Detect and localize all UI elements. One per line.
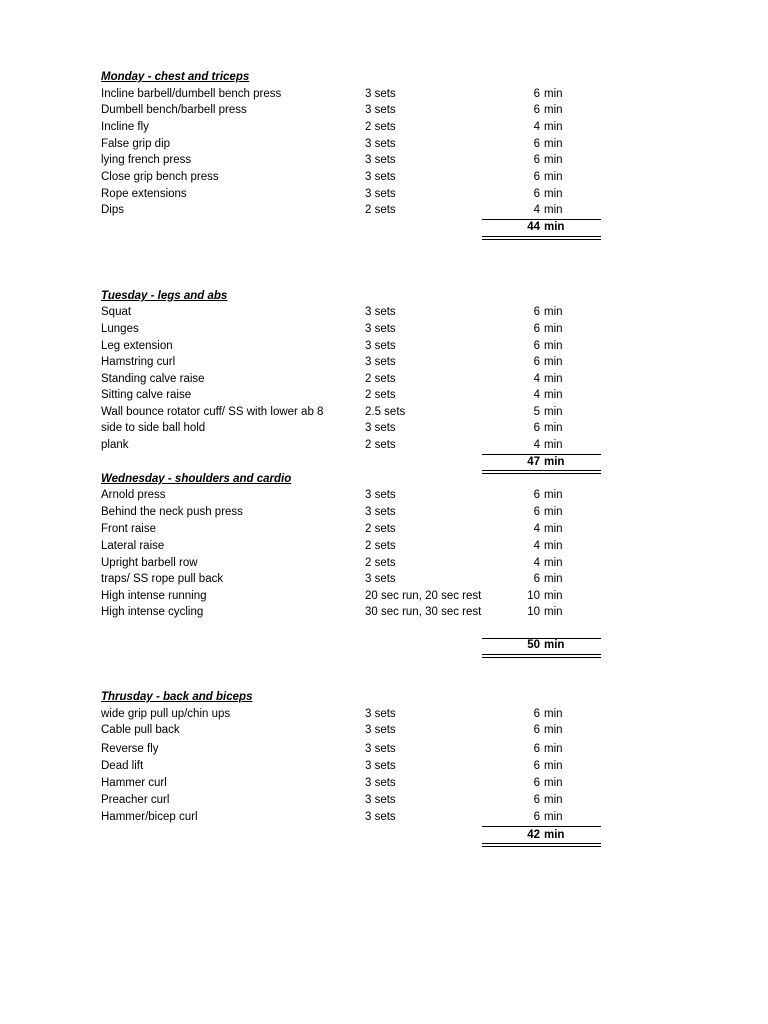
exercise-minutes: 6 <box>533 422 540 434</box>
exercise-row <box>0 420 768 436</box>
section-heading <box>0 471 768 487</box>
exercise-row <box>0 304 768 320</box>
exercise-unit: min <box>544 489 563 501</box>
exercise-name: Sitting calve raise <box>101 389 192 401</box>
exercise-minutes: 4 <box>533 523 540 535</box>
exercise-name: Dips <box>101 204 125 216</box>
exercise-sets: 2 sets <box>365 540 396 552</box>
exercise-name: Hamstring curl <box>101 356 176 368</box>
exercise-row <box>0 321 768 337</box>
exercise-minutes: 6 <box>533 573 540 585</box>
exercise-sets: 3 sets <box>365 506 396 518</box>
exercise-sets: 3 sets <box>365 422 396 434</box>
total-unit: min <box>544 221 565 233</box>
exercise-unit: min <box>544 590 563 602</box>
exercise-unit: min <box>544 104 563 116</box>
exercise-row <box>0 186 768 202</box>
exercise-minutes: 6 <box>533 794 540 806</box>
exercise-unit: min <box>544 606 563 618</box>
exercise-sets: 3 sets <box>365 573 396 585</box>
total-unit: min <box>544 829 565 841</box>
exercise-name: Lateral raise <box>101 540 165 552</box>
total-double-rule <box>482 843 601 847</box>
section-title: Tuesday - legs and abs <box>101 290 228 302</box>
section-total <box>0 827 768 843</box>
section-title: Wednesday - shoulders and cardio <box>101 473 292 485</box>
exercise-sets: 3 sets <box>365 171 396 183</box>
exercise-unit: min <box>544 422 563 434</box>
exercise-row <box>0 338 768 354</box>
exercise-sets: 30 sec run, 30 sec rest <box>365 606 482 618</box>
exercise-row <box>0 119 768 135</box>
exercise-name: side to side ball hold <box>101 422 206 434</box>
exercise-minutes: 6 <box>533 138 540 150</box>
exercise-minutes: 6 <box>533 811 540 823</box>
exercise-name: Incline barbell/dumbell bench press <box>101 88 282 100</box>
exercise-sets: 3 sets <box>365 306 396 318</box>
exercise-row <box>0 152 768 168</box>
exercise-sets: 3 sets <box>365 104 396 116</box>
exercise-row <box>0 792 768 808</box>
exercise-unit: min <box>544 121 563 133</box>
exercise-unit: min <box>544 323 563 335</box>
exercise-sets: 2 sets <box>365 389 396 401</box>
exercise-unit: min <box>544 88 563 100</box>
exercise-sets: 3 sets <box>365 188 396 200</box>
exercise-minutes: 6 <box>533 340 540 352</box>
exercise-row <box>0 555 768 571</box>
exercise-minutes: 6 <box>533 323 540 335</box>
exercise-row <box>0 775 768 791</box>
exercise-row <box>0 504 768 520</box>
exercise-sets: 3 sets <box>365 724 396 736</box>
exercise-unit: min <box>544 708 563 720</box>
exercise-name: Hammer curl <box>101 777 167 789</box>
section-title: Monday - chest and triceps <box>101 71 250 83</box>
exercise-name: Standing calve raise <box>101 373 205 385</box>
exercise-name: Wall bounce rotator cuff/ SS with lower ab 8 <box>101 406 324 418</box>
exercise-unit: min <box>544 389 563 401</box>
exercise-name: Arnold press <box>101 489 166 501</box>
exercise-minutes: 4 <box>533 557 540 569</box>
exercise-name: Hammer/bicep curl <box>101 811 198 823</box>
section-total <box>0 454 768 470</box>
exercise-sets: 2 sets <box>365 557 396 569</box>
exercise-minutes: 4 <box>533 540 540 552</box>
exercise-row <box>0 706 768 722</box>
exercise-name: Incline fly <box>101 121 149 133</box>
exercise-name: Dumbell bench/barbell press <box>101 104 247 116</box>
total-unit: min <box>544 456 565 468</box>
exercise-unit: min <box>544 138 563 150</box>
exercise-sets: 3 sets <box>365 138 396 150</box>
exercise-row <box>0 202 768 218</box>
exercise-unit: min <box>544 204 563 216</box>
exercise-name: High intense cycling <box>101 606 204 618</box>
exercise-sets: 2 sets <box>365 373 396 385</box>
exercise-row <box>0 809 768 825</box>
exercise-minutes: 4 <box>533 121 540 133</box>
exercise-row <box>0 521 768 537</box>
exercise-row <box>0 722 768 738</box>
exercise-unit: min <box>544 356 563 368</box>
exercise-unit: min <box>544 557 563 569</box>
section-title: Thrusday - back and biceps <box>101 691 253 703</box>
total-minutes: 44 <box>527 221 540 233</box>
total-minutes: 50 <box>527 639 540 651</box>
exercise-name: Leg extension <box>101 340 173 352</box>
exercise-minutes: 6 <box>533 154 540 166</box>
exercise-sets: 3 sets <box>365 154 396 166</box>
exercise-sets: 3 sets <box>365 794 396 806</box>
exercise-row <box>0 371 768 387</box>
exercise-name: Dead lift <box>101 760 144 772</box>
exercise-sets: 2 sets <box>365 204 396 216</box>
exercise-row <box>0 758 768 774</box>
exercise-sets: 3 sets <box>365 356 396 368</box>
section-heading <box>0 69 768 85</box>
exercise-sets: 3 sets <box>365 777 396 789</box>
exercise-name: Front raise <box>101 523 156 535</box>
exercise-sets: 2 sets <box>365 523 396 535</box>
exercise-sets: 3 sets <box>365 88 396 100</box>
exercise-unit: min <box>544 406 563 418</box>
exercise-row <box>0 136 768 152</box>
exercise-unit: min <box>544 188 563 200</box>
total-minutes: 42 <box>527 829 540 841</box>
exercise-minutes: 6 <box>533 104 540 116</box>
exercise-unit: min <box>544 439 563 451</box>
exercise-name: lying french press <box>101 154 192 166</box>
exercise-name: Squat <box>101 306 132 318</box>
section-heading <box>0 689 768 705</box>
section-total <box>0 637 768 653</box>
exercise-row <box>0 354 768 370</box>
exercise-row <box>0 102 768 118</box>
exercise-unit: min <box>544 573 563 585</box>
exercise-row <box>0 538 768 554</box>
exercise-unit: min <box>544 373 563 385</box>
exercise-unit: min <box>544 540 563 552</box>
exercise-sets: 2.5 sets <box>365 406 406 418</box>
exercise-row <box>0 741 768 757</box>
exercise-name: wide grip pull up/chin ups <box>101 708 231 720</box>
total-double-rule <box>482 236 601 240</box>
total-unit: min <box>544 639 565 651</box>
exercise-minutes: 6 <box>533 743 540 755</box>
exercise-sets: 3 sets <box>365 489 396 501</box>
exercise-minutes: 6 <box>533 489 540 501</box>
exercise-name: Behind the neck push press <box>101 506 243 518</box>
exercise-name: Rope extensions <box>101 188 187 200</box>
exercise-row <box>0 604 768 620</box>
exercise-sets: 3 sets <box>365 323 396 335</box>
exercise-unit: min <box>544 743 563 755</box>
exercise-minutes: 6 <box>533 708 540 720</box>
exercise-row <box>0 404 768 420</box>
exercise-unit: min <box>544 171 563 183</box>
exercise-minutes: 10 <box>527 606 540 618</box>
exercise-sets: 20 sec run, 20 sec rest <box>365 590 482 602</box>
exercise-unit: min <box>544 777 563 789</box>
exercise-minutes: 6 <box>533 188 540 200</box>
exercise-row <box>0 169 768 185</box>
section-total <box>0 219 768 235</box>
exercise-sets: 2 sets <box>365 121 396 133</box>
exercise-unit: min <box>544 340 563 352</box>
exercise-row <box>0 437 768 453</box>
exercise-name: False grip dip <box>101 138 171 150</box>
exercise-minutes: 10 <box>527 590 540 602</box>
exercise-unit: min <box>544 811 563 823</box>
exercise-unit: min <box>544 760 563 772</box>
exercise-unit: min <box>544 154 563 166</box>
exercise-name: High intense running <box>101 590 207 602</box>
exercise-name: Lunges <box>101 323 139 335</box>
exercise-name: plank <box>101 439 129 451</box>
exercise-row <box>0 588 768 604</box>
exercise-row <box>0 86 768 102</box>
exercise-sets: 2 sets <box>365 439 396 451</box>
exercise-minutes: 4 <box>533 439 540 451</box>
exercise-sets: 3 sets <box>365 811 396 823</box>
exercise-minutes: 6 <box>533 724 540 736</box>
exercise-unit: min <box>544 306 563 318</box>
exercise-minutes: 6 <box>533 306 540 318</box>
exercise-sets: 3 sets <box>365 760 396 772</box>
exercise-minutes: 6 <box>533 356 540 368</box>
exercise-name: Upright barbell row <box>101 557 198 569</box>
exercise-minutes: 6 <box>533 777 540 789</box>
exercise-minutes: 6 <box>533 88 540 100</box>
exercise-minutes: 4 <box>533 204 540 216</box>
exercise-row <box>0 487 768 503</box>
exercise-unit: min <box>544 523 563 535</box>
exercise-name: traps/ SS rope pull back <box>101 573 224 585</box>
exercise-sets: 3 sets <box>365 743 396 755</box>
exercise-unit: min <box>544 724 563 736</box>
exercise-name: Cable pull back <box>101 724 180 736</box>
exercise-unit: min <box>544 794 563 806</box>
exercise-name: Close grip bench press <box>101 171 219 183</box>
exercise-minutes: 6 <box>533 506 540 518</box>
exercise-minutes: 5 <box>533 406 540 418</box>
exercise-minutes: 4 <box>533 373 540 385</box>
exercise-sets: 3 sets <box>365 340 396 352</box>
exercise-name: Preacher curl <box>101 794 170 806</box>
exercise-name: Reverse fly <box>101 743 159 755</box>
exercise-row <box>0 571 768 587</box>
exercise-sets: 3 sets <box>365 708 396 720</box>
exercise-minutes: 6 <box>533 171 540 183</box>
exercise-minutes: 6 <box>533 760 540 772</box>
exercise-row <box>0 387 768 403</box>
total-double-rule <box>482 654 601 658</box>
exercise-minutes: 4 <box>533 389 540 401</box>
exercise-unit: min <box>544 506 563 518</box>
total-minutes: 47 <box>527 456 540 468</box>
section-heading <box>0 288 768 304</box>
